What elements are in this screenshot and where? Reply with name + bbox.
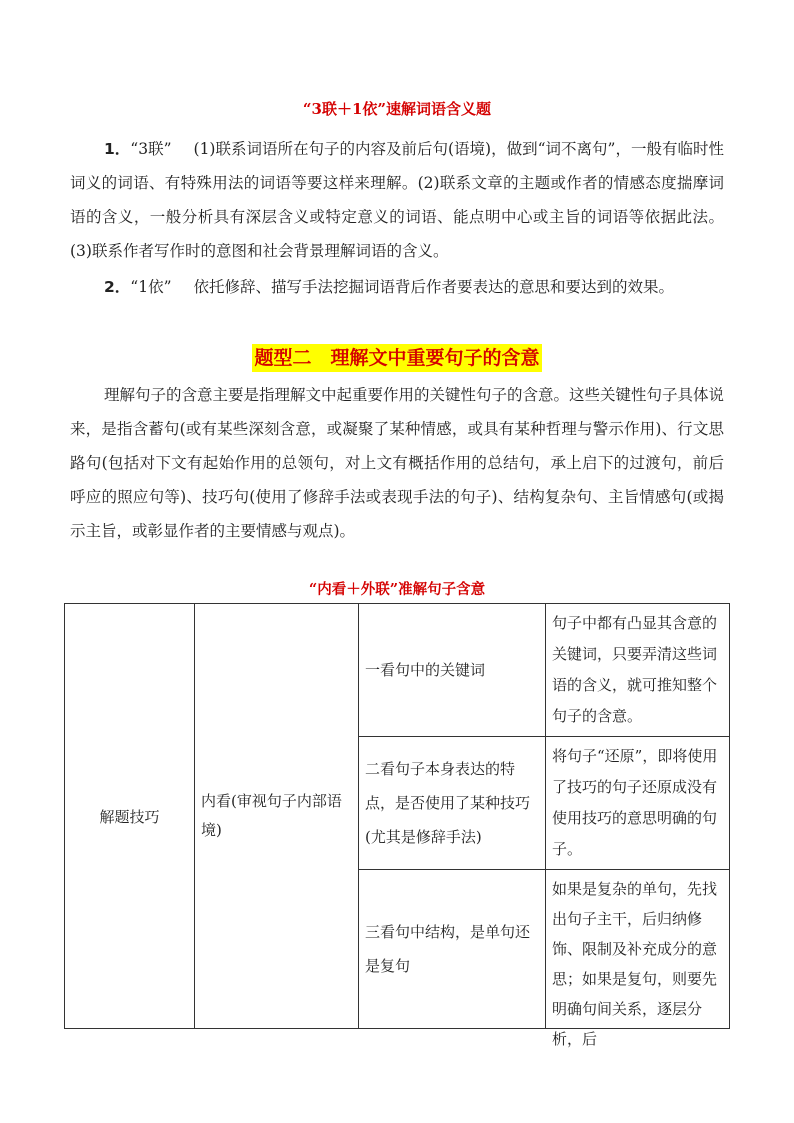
section-title-word-meaning: “3联＋1依”速解词语含义题 xyxy=(302,100,492,118)
step-cell: 一看句中的关键词 xyxy=(359,604,546,737)
method-cell: 句子中都有凸显其含意的关键词，只要弄清这些词语的含义，就可推知整个句子的含意。 xyxy=(546,604,730,737)
method-text: 如果是复杂的单句，先找出句子主干，后归纳修饰、限制及补充成分的意思；如果是复句，则要先明确句间关系，逐层分析，后 xyxy=(552,880,718,1048)
item-number: 1． xyxy=(104,140,131,158)
section-heading-wrap xyxy=(0,344,794,372)
category-cell: 解题技巧 xyxy=(65,604,195,1029)
step-cell: 三看句中结构，是单句还是复句 xyxy=(359,870,546,1029)
method-table xyxy=(64,603,730,1048)
table-row xyxy=(65,604,730,737)
method-cell xyxy=(546,870,730,1048)
paragraph-item-2 xyxy=(70,270,724,304)
method-cell: 将句子“还原”，即将使用了技巧的句子还原成没有使用技巧的意思明确的句子。 xyxy=(546,737,730,870)
step-cell: 二看句子本身表达的特点，是否使用了某种技巧(尤其是修辞手法) xyxy=(359,737,546,870)
item-label: “3联” xyxy=(130,140,172,158)
subcategory-cell: 内看(审视句子内部语境) xyxy=(195,604,359,1029)
item-label: “1依” xyxy=(130,278,172,296)
section-heading-sentence-meaning: 题型二 理解文中重要句子的含意 xyxy=(252,344,541,372)
table-title: “内看＋外联”准解句子含意 xyxy=(308,581,486,598)
paragraph-item-1 xyxy=(70,132,724,268)
item-number: 2． xyxy=(104,278,131,296)
paragraph-intro: 理解句子的含意主要是指理解文中起重要作用的关键性句子的含意。这些关键性句子具体说来，是指含蓄句(或有某些深刻含意，或凝聚了某种情感，或具有某种哲理与警示作用)、行文思路句(包括对下文有起始作用的总领句，对上文有概括作用的总结句，承上启下的过渡句，前后呼应的照应句等)、技巧句(使用了修辞手法或表现手法的句子)、结构复杂句、主旨情感句(或揭示主旨，或彰显作者的主要情感与观点)。 xyxy=(70,386,725,540)
item-text: (1)联系词语所在句子的内容及前后句(语境)，做到“词不离句”，一般有临时性词义的词语、有特殊用法的词语等要这样来理解。(2)联系文章的主题或作者的情感态度揣摩词语的含义，一般分析具有深层含义或特定意义的词语、能点明中心或主旨的词语等依据此法。(3)联系作者写作时的意图和社会背景理解词语的含义。 xyxy=(70,140,724,260)
item-text: 依托修辞、描写手法挖掘词语背后作者要表达的意思和要达到的效果。 xyxy=(193,278,675,296)
